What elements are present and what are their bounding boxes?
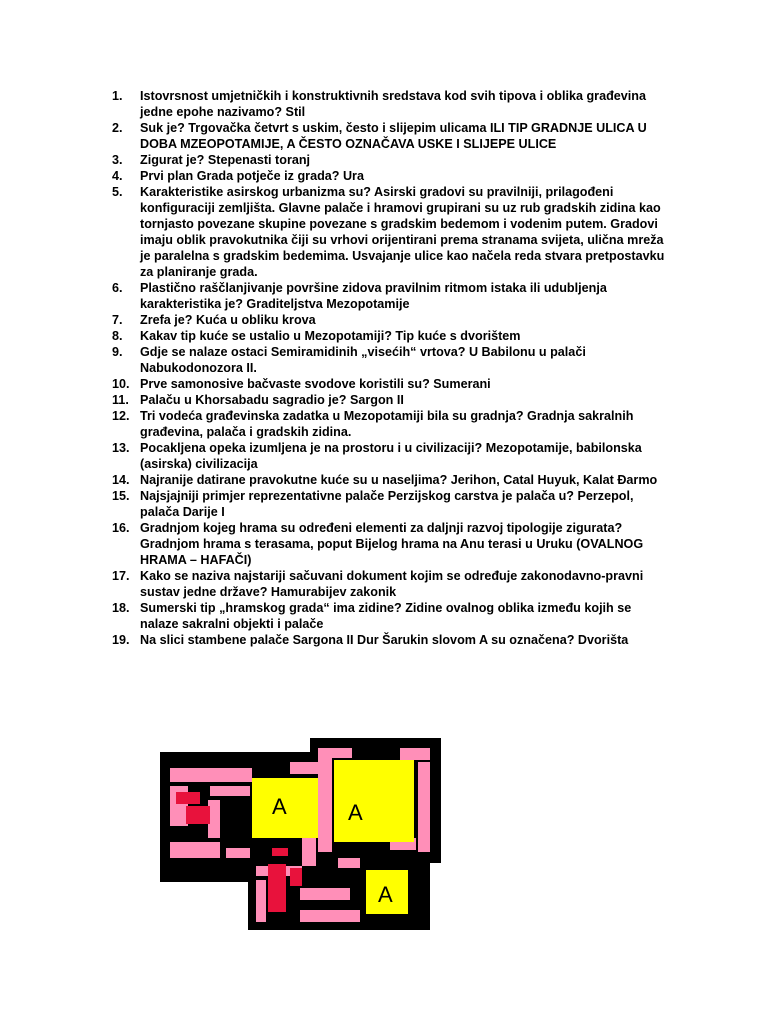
question-number: 19. bbox=[112, 633, 130, 647]
question-item bbox=[112, 168, 672, 184]
question-text: Zigurat je? Stepenasti toranj bbox=[140, 153, 311, 167]
question-item bbox=[112, 600, 672, 632]
question-text: Na slici stambene palače Sargona II Dur Šarukin slovom A su označena? Dvorišta bbox=[140, 633, 629, 647]
question-text: Tri vodeća građevinska zadatka u Mezopotamiji bila su gradnja? Gradnja sakralnih građevina, palača i gradskih zidina. bbox=[140, 409, 634, 439]
question-number: 9. bbox=[112, 345, 123, 359]
question-text: Plastično raščlanjivanje površine zidova pravilnim ritmom istaka ili udubljenja karakteristika je? Graditeljstva Mezopotamije bbox=[140, 281, 607, 311]
question-item bbox=[112, 328, 672, 344]
question-number: 8. bbox=[112, 329, 123, 343]
question-number: 7. bbox=[112, 313, 123, 327]
question-item bbox=[112, 488, 672, 520]
question-text: Istovrsnost umjetničkih i konstruktivnih sredstava kod svih tipova i oblika građevina jedne epohe nazivamo? Stil bbox=[140, 89, 646, 119]
palace-floor-plan bbox=[160, 732, 441, 930]
question-text: Gdje se nalaze ostaci Semiramidinih „visećih“ vrtova? U Babilonu u palači Nabukodonozora II. bbox=[140, 345, 586, 375]
question-number: 6. bbox=[112, 281, 123, 295]
courtyard-label-1: A bbox=[272, 794, 287, 819]
question-item bbox=[112, 408, 672, 440]
question-item bbox=[112, 376, 672, 392]
question-number: 18. bbox=[112, 601, 130, 615]
question-number: 5. bbox=[112, 185, 123, 199]
question-text: Najsjajniji primjer reprezentativne palače Perzijskog carstva je palača u? Perzepol, palača Darije I bbox=[140, 489, 634, 519]
question-number: 13. bbox=[112, 441, 130, 455]
question-item bbox=[112, 312, 672, 328]
question-item bbox=[112, 440, 672, 472]
courtyard-label-3: A bbox=[378, 882, 393, 907]
question-text: Karakteristike asirskog urbanizma su? Asirski gradovi su pravilniji, prilagođeni konfiguraciji zemljišta. Glavne palače i hramovi grupirani su uz rub gradskih zidina kao tornjasto povezane skupine povezane s gradskim bedemom i vodenim putem. Gradovi imaju oblik pravokutnika čiji su vrhovi orijentirani prema stranama svijeta, ulična mreža je paralelna s gradskim bedemima. Usvajanje ulice kao načela reda stvara pretpostavku za planiranje grada. bbox=[140, 185, 665, 279]
question-number: 16. bbox=[112, 521, 130, 535]
question-number: 4. bbox=[112, 169, 123, 183]
question-text: Najranije datirane pravokutne kuće su u naseljima? Jerihon, Catal Huyuk, Kalat Đarmo bbox=[140, 473, 658, 487]
question-item bbox=[112, 152, 672, 168]
question-item bbox=[112, 520, 672, 568]
question-number: 17. bbox=[112, 569, 130, 583]
question-text: Palaču u Khorsabadu sagradio je? Sargon II bbox=[140, 393, 404, 407]
question-number: 15. bbox=[112, 489, 130, 503]
question-text: Prve samonosive bačvaste svodove koristili su? Sumerani bbox=[140, 377, 491, 391]
question-number: 14. bbox=[112, 473, 130, 487]
question-item bbox=[112, 88, 672, 120]
question-number: 12. bbox=[112, 409, 130, 423]
question-text: Sumerski tip „hramskog grada“ ima zidine? Zidine ovalnog oblika između kojih se nalaze sakralni objekti i palače bbox=[140, 601, 632, 631]
question-text: Zrefa je? Kuća u obliku krova bbox=[140, 313, 316, 327]
question-item bbox=[112, 392, 672, 408]
question-text: Kakav tip kuće se ustalio u Mezopotamiji? Tip kuće s dvorištem bbox=[140, 329, 521, 343]
question-number: 11. bbox=[112, 393, 129, 407]
question-number: 3. bbox=[112, 153, 123, 167]
question-text: Suk je? Trgovačka četvrt s uskim, često i slijepim ulicama ILI TIP GRADNJE ULICA U DOBA MZEOPOTAMIJE, A ČESTO OZNAČAVA USKE I SLIJEPE ULICE bbox=[140, 121, 647, 151]
question-number: 10. bbox=[112, 377, 130, 391]
question-item bbox=[112, 568, 672, 600]
question-number: 1. bbox=[112, 89, 123, 103]
courtyard-label-2: A bbox=[348, 800, 363, 825]
question-item bbox=[112, 344, 672, 376]
question-item bbox=[112, 472, 672, 488]
question-number: 2. bbox=[112, 121, 123, 135]
question-item bbox=[112, 280, 672, 312]
question-list bbox=[112, 88, 672, 648]
question-item bbox=[112, 632, 672, 648]
question-text: Kako se naziva najstariji sačuvani dokument kojim se određuje zakonodavno-pravni sustav jedne države? Hamurabijev zakonik bbox=[140, 569, 644, 599]
question-item bbox=[112, 120, 672, 152]
question-text: Gradnjom kojeg hrama su određeni elementi za daljnji razvoj tipologije zigurata? Gradnjom hrama s terasama, poput Bijelog hrama na Anu terasi u Uruku (OVALNOG HRAMA – HAFAČI) bbox=[140, 521, 644, 567]
question-item bbox=[112, 184, 672, 280]
courtyard-a-2 bbox=[334, 760, 414, 842]
question-text: Pocakljena opeka izumljena je na prostoru i u civilizaciji? Mezopotamije, babilonska (asirska) civilizacija bbox=[140, 441, 642, 471]
question-text: Prvi plan Grada potječe iz grada? Ura bbox=[140, 169, 364, 183]
